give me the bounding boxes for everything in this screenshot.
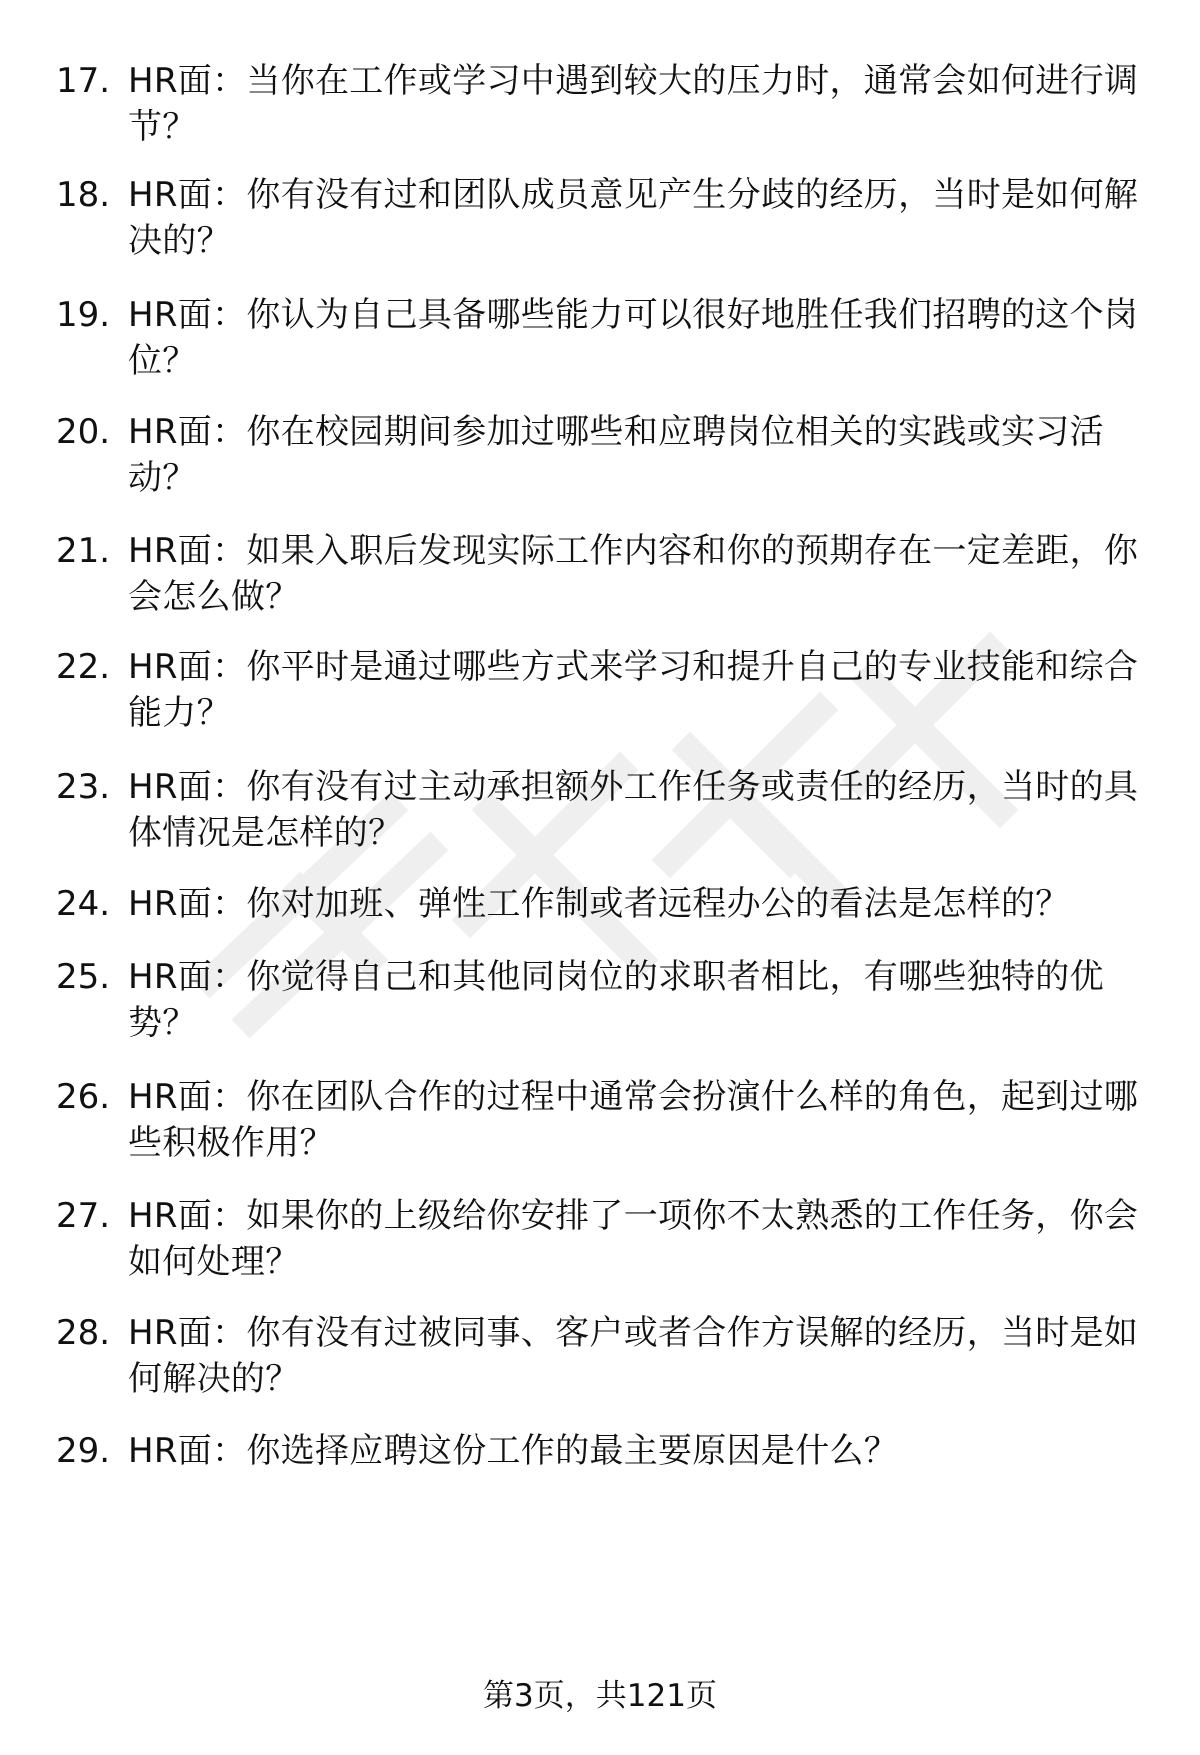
item-text: HR面：你有没有过被同事、客户或者合作方误解的经历，当时是如何解决的？ [128,1313,1139,1399]
item-text: HR面：你认为自己具备哪些能力可以很好地胜任我们招聘的这个岗位？ [128,295,1139,381]
item-number: 17. [56,61,111,101]
item-number: 18. [56,175,111,215]
item-number: 28. [56,1313,111,1353]
item-text: HR面：当你在工作或学习中遇到较大的压力时，通常会如何进行调节？ [128,61,1139,147]
item-number: 20. [56,412,111,452]
item-text: HR面：你有没有过主动承担额外工作任务或责任的经历，当时的具体情况是怎样的？ [128,767,1139,853]
item-text: HR面：如果入职后发现实际工作内容和你的预期存在一定差距，你会怎么做？ [128,531,1139,617]
item-text: HR面：你在团队合作的过程中通常会扮演什么样的角色，起到过哪些积极作用？ [128,1077,1139,1163]
list-item [0,58,1200,168]
item-number: 25. [56,957,111,997]
item-text: HR面：你有没有过和团队成员意见产生分歧的经历，当时是如何解决的？ [128,175,1139,261]
list-item [0,644,1200,754]
list-item [0,528,1200,638]
list-item [0,764,1200,874]
page-number: 第3页，共121页 [483,1678,717,1714]
item-number: 22. [56,647,111,687]
list-item [0,409,1200,519]
item-text: HR面：你选择应聘这份工作的最主要原因是什么？ [128,1431,899,1471]
item-number: 26. [56,1077,111,1117]
list-item [0,1428,1200,1538]
item-number: 27. [56,1196,111,1236]
list-item [0,1193,1200,1303]
item-number: 23. [56,767,111,807]
item-text: HR面：你平时是通过哪些方式来学习和提升自己的专业技能和综合能力？ [128,647,1139,733]
item-number: 29. [56,1431,111,1471]
item-text: HR面：你在校园期间参加过哪些和应聘岗位相关的实践或实习活动？ [128,412,1104,498]
item-text: HR面：如果你的上级给你安排了一项你不太熟悉的工作任务，你会如何处理？ [128,1196,1139,1282]
item-text: HR面：你觉得自己和其他同岗位的求职者相比，有哪些独特的优势？ [128,957,1104,1043]
item-number: 21. [56,531,111,571]
item-number: 24. [56,884,111,924]
list-item [0,292,1200,402]
list-item [0,954,1200,1064]
list-item [0,1074,1200,1184]
list-item [0,172,1200,282]
item-number: 19. [56,295,111,335]
item-text: HR面：你对加班、弹性工作制或者远程办公的看法是怎样的？ [128,884,1070,924]
list-item [0,1310,1200,1420]
